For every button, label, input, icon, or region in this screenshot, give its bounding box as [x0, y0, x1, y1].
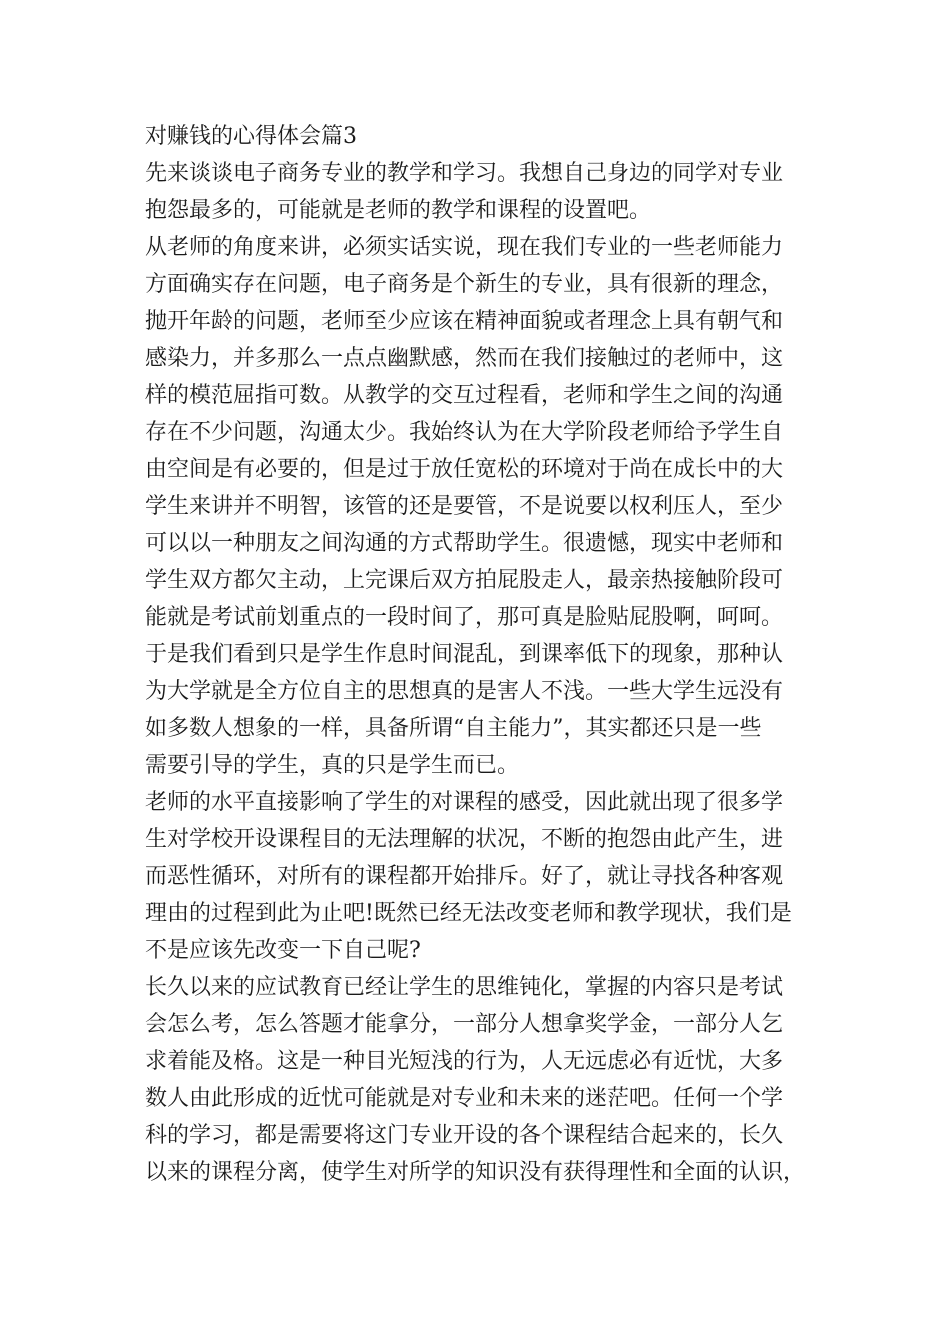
document-title: 对赚钱的心得体会篇3: [145, 124, 357, 149]
text-line-27: 科的学习，都是需要将这门专业开设的各个课程结合起来的，长久: [145, 1123, 784, 1148]
text-line-25: 求着能及格。这是一种目光短浅的行为，人无远虑必有近忧，大多: [145, 1049, 784, 1074]
text-line-7: 样的模范屈指可数。从教学的交互过程看，老师和学生之间的沟通: [145, 383, 784, 408]
text-line-15: 为大学就是全方位自主的思想真的是害人不浅。一些大学生远没有: [145, 679, 784, 704]
text-line-17: 需要引导的学生，真的只是学生而已。: [145, 753, 520, 778]
text-line-9: 由空间是有必要的，但是过于放任宽松的环境对于尚在成长中的大: [145, 457, 784, 482]
text-line-26: 数人由此形成的近忧可能就是对专业和未来的迷茫吧。任何一个学: [145, 1086, 784, 1111]
text-line-22: 不是应该先改变一下自己呢?: [145, 938, 421, 963]
text-line-4: 方面确实存在问题，电子商务是个新生的专业，具有很新的理念，: [145, 272, 784, 297]
text-line-19: 生对学校开设课程目的无法理解的状况，不断的抱怨由此产生，进: [145, 827, 784, 852]
text-line-14: 于是我们看到只是学生作息时间混乱，到课率低下的现象，那种认: [145, 642, 784, 667]
text-line-3: 从老师的角度来讲，必须实话实说，现在我们专业的一些老师能力: [145, 235, 784, 260]
text-line-1: 先来谈谈电子商务专业的教学和学习。我想自己身边的同学对专业: [145, 161, 784, 186]
text-line-21: 理由的过程到此为止吧!既然已经无法改变老师和教学现状，我们是: [145, 901, 792, 926]
text-line-20: 而恶性循环，对所有的课程都开始排斥。好了，就让寻找各种客观: [145, 864, 784, 889]
text-line-18: 老师的水平直接影响了学生的对课程的感受，因此就出现了很多学: [145, 790, 784, 815]
text-line-16: 如多数人想象的一样，具备所谓“自主能力”，其实都还只是一些: [145, 716, 762, 741]
text-line-6: 感染力，并多那么一点点幽默感，然而在我们接触过的老师中，这: [145, 346, 784, 371]
text-line-10: 学生来讲并不明智，该管的还是要管，不是说要以权利压人，至少: [145, 494, 784, 519]
text-line-23: 长久以来的应试教育已经让学生的思维钝化，掌握的内容只是考试: [145, 975, 784, 1000]
text-line-12: 学生双方都欠主动，上完课后双方拍屁股走人，最亲热接触阶段可: [145, 568, 784, 593]
document-body: [145, 118, 825, 1191]
text-line-5: 抛开年龄的问题，老师至少应该在精神面貌或者理念上具有朝气和: [145, 309, 784, 334]
text-line-13: 能就是考试前划重点的一段时间了，那可真是脸贴屁股啊，呵呵。: [145, 605, 784, 630]
text-line-2: 抱怨最多的，可能就是老师的教学和课程的设置吧。: [145, 198, 652, 223]
text-line-8: 存在不少问题，沟通太少。我始终认为在大学阶段老师给予学生自: [145, 420, 784, 445]
text-line-28: 以来的课程分离，使学生对所学的知识没有获得理性和全面的认识，: [145, 1160, 806, 1185]
text-line-24: 会怎么考，怎么答题才能拿分，一部分人想拿奖学金，一部分人乞: [145, 1012, 784, 1037]
text-line-11: 可以以一种朋友之间沟通的方式帮助学生。很遗憾，现实中老师和: [145, 531, 784, 556]
